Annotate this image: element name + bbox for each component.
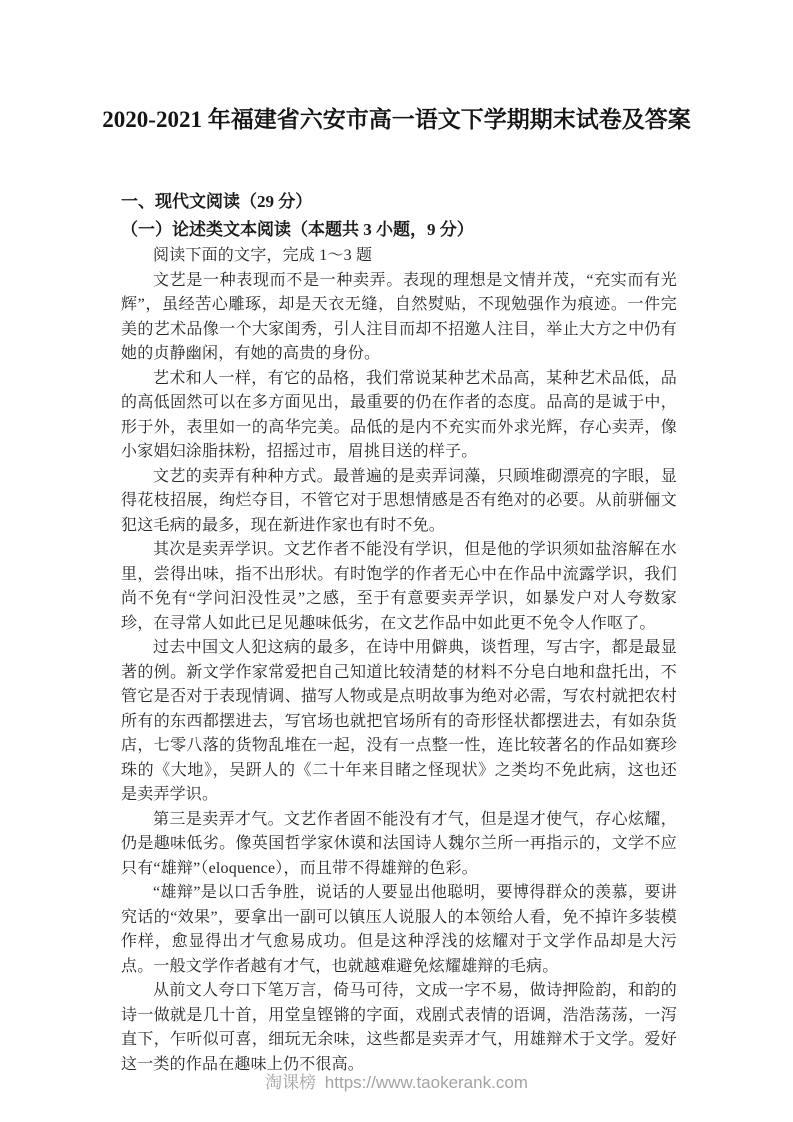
essay-paragraph: 文艺的卖弄有种种方式。最普遍的是卖弄词藻，只顾堆砌漂亮的字眼，显得花枝招展，绚烂夺目，不管它对于思想情感是否有绝对的必要。从前骈俪文犯这毛病的最多，现在新进作家也有时不免。 bbox=[121, 467, 677, 534]
section-heading: 一、现代文阅读（29 分） bbox=[121, 192, 313, 211]
footer-watermark bbox=[0, 1072, 793, 1094]
essay-paragraph: 艺术和人一样，有它的品格，我们常说某种艺术品高，某种艺术品低，品的高低固然可以在多方面见出，最重要的仍在作者的态度。品高的是诚于中，形于外，表里如一的高华完美。品低的是内不充实而外求光辉，存心卖弄，像小家娼妇涂脂抹粉，招摇过市，眉挑目送的样子。 bbox=[121, 369, 677, 460]
essay-paragraph: “雄辩”是以口舌争胜，说话的人要显出他聪明，要博得群众的羡慕，要讲究话的“效果”，要拿出一副可以镇压人说服人的本领给人看，免不掉许多装模作样，愈显得出才气愈易成功。但是这种浮浅的炫耀对于文学作品却是大污点。一般文学作者越有才气，也就越难避免炫耀雄辩的毛病。 bbox=[121, 884, 677, 975]
footer-site-name: 淘课榜 bbox=[265, 1073, 317, 1092]
essay-paragraph: 文艺是一种表现而不是一种卖弄。表现的理想是文情并茂，“充实而有光辉”，虽经苦心雕琢，却是天衣无缝，自然熨贴，不现勉强作为痕迹。一件完美的艺术品像一个大家闺秀，引人注目而却不招邀人注目，举止大方之中仍有她的贞静幽闲，有她的高贵的身份。 bbox=[121, 271, 677, 362]
footer-site-url: https://www.taokerank.com bbox=[324, 1073, 528, 1092]
exam-content bbox=[121, 190, 677, 1077]
subsection-heading: （一）论述类文本阅读（本题共 3 小题，9 分） bbox=[121, 220, 474, 239]
essay-paragraph: 其次是卖弄学识。文艺作者不能没有学识，但是他的学识须如盐溶解在水里，尝得出味，指不出形状。有时饱学的作者无心中在作品中流露学识，我们尚不免有“学问汩没性灵”之感，至于有意要卖弄学识，如暴发户对人夸数家珍，在寻常人如此已足见趣味低劣，在文艺作品中如此更不免令人作呕了。 bbox=[121, 541, 677, 632]
page-title: 2020-2021 年福建省六安市高一语文下学期期末试卷及答案 bbox=[102, 107, 691, 132]
reading-instruction: 阅读下面的文字，完成 1～3 题 bbox=[153, 247, 373, 264]
essay-paragraph: 第三是卖弄才气。文艺作者固不能没有才气，但是逞才使气，存心炫耀，仍是趣味低劣。像英国哲学家休谟和法国诗人魏尔兰所一再指示的，文学不应只有“雄辩”（eloquence），而且带不得雄辩的色彩。 bbox=[121, 810, 677, 877]
essay-paragraph: 从前文人夸口下笔万言，倚马可待，文成一字不易，做诗押险韵，和韵的诗一做就是几十首，用堂皇铿锵的字面，戏剧式表情的语调，浩浩荡荡，一泻直下，乍听似可喜，细玩无余味，这些都是卖弄才气，用雄辩术于文学。爱好这一类的作品在趣味上仍不很高。 bbox=[121, 982, 677, 1073]
essay-paragraph: 过去中国文人犯这病的最多，在诗中用僻典，谈哲理，写古字，都是最显著的例。新文学作家常爱把自己知道比较清楚的材料不分皂白地和盘托出，不管它是否对于表现情调、描写人物或是点明故事为绝对必需，写农村就把农村所有的东西都摆进去，写官场也就把官场所有的奇形怪状都摆进去，有如杂货店，七零八落的货物乱堆在一起，没有一点整一性，连比较著名的作品如赛珍珠的《大地》，吴趼人的《二十年来目睹之怪现状》之类均不免此病，这也还是卖弄学识。 bbox=[121, 639, 677, 803]
